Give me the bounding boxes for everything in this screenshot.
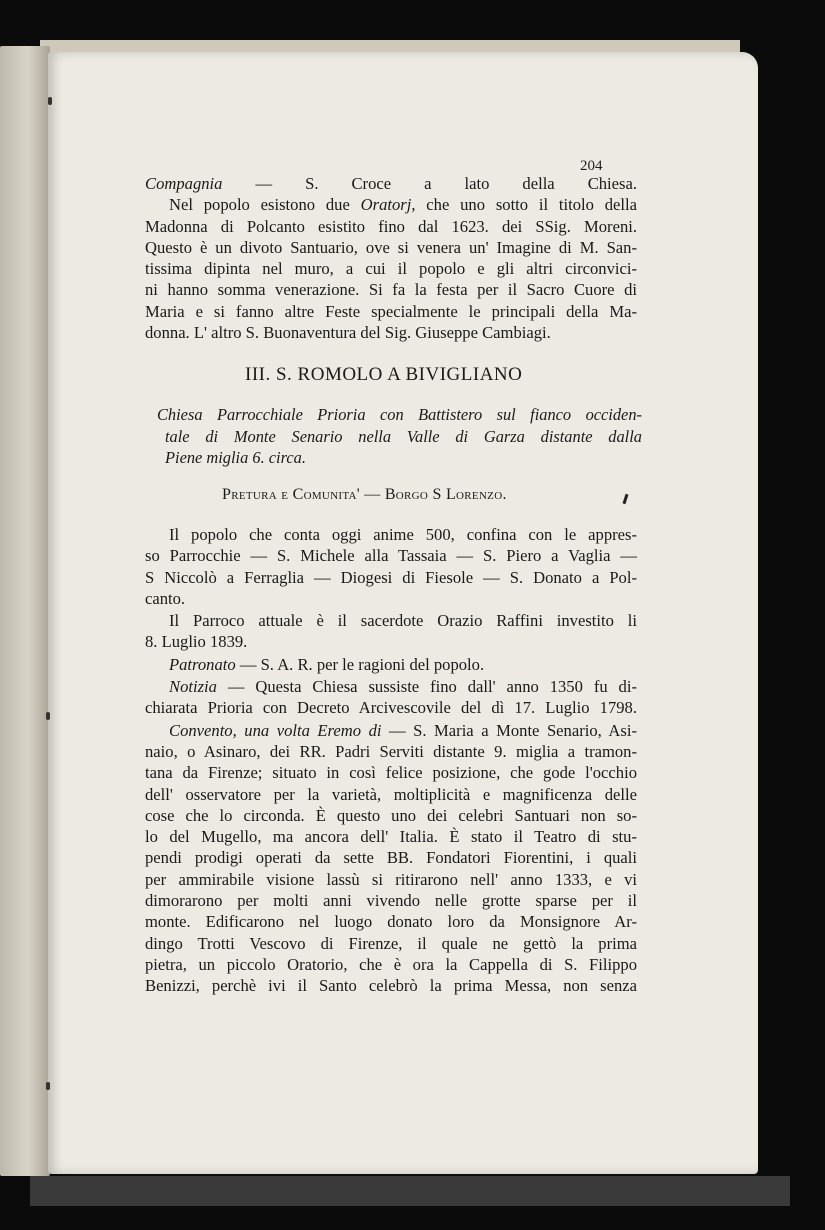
jurisdiction-line: Pretura e Comunita' — Borgo S Lorenzo. (222, 486, 507, 503)
binding-mark (46, 1082, 50, 1090)
text-line (145, 173, 637, 194)
text-line (145, 805, 637, 826)
line-text: — S. Croce a lato della Chiesa. (222, 174, 637, 193)
line-text: monte. Edificarono nel luogo donato loro da Monsignore Ar- (145, 912, 637, 932)
text-line (145, 676, 637, 697)
line-text: per ammirabile visione lassù si ritirarono nell' anno 1333, e vi (145, 869, 637, 889)
line-text: lo del Mugello, ma ancora dell' Italia. È stato il Teatro di stu- (145, 827, 637, 847)
text-line (145, 847, 637, 868)
line-text: 8. Luglio 1839. (145, 632, 248, 652)
subtitle-line: tale di Monte Senario nella Valle di Garza distante dalla (165, 426, 642, 446)
text-line (145, 524, 637, 545)
line-text: naio, o Asinaro, dei RR. Padri Serviti distante 9. miglia a tramon- (145, 741, 637, 761)
line-text: dell' osservatore per la varietà, moltiplicità e magnificenza delle (145, 784, 637, 804)
text-line: Questo è un divoto Santuario, ove si venera un' Imagine di M. San- (145, 237, 637, 257)
run-in-label: Compagnia (145, 174, 223, 193)
line-text: Il popolo che conta oggi anime 500, confina con le appres- (169, 525, 637, 544)
line-text: chiarata Prioria con Decreto Arcivescovile del dì 17. Luglio 1798. (145, 698, 637, 718)
run-in-label: Oratorj (360, 195, 412, 215)
binding-mark (48, 97, 52, 105)
line-text: S Niccolò a Ferraglia — Diogesi di Fiesole — S. Donato a Pol- (145, 567, 637, 587)
text-line (145, 911, 637, 932)
text-line (145, 762, 637, 783)
text-line (145, 567, 637, 588)
text-line (145, 194, 637, 215)
text-line (145, 588, 637, 609)
text-line (145, 631, 637, 652)
book-left-edge (0, 46, 50, 1176)
line-text: canto. (145, 588, 186, 608)
line-text: dimorarono per molti anni vivendo nelle grotte sparse per il (145, 891, 637, 911)
text-line (145, 720, 637, 741)
subtitle-line: Chiesa Parrocchiale Prioria con Battistero sul fianco occiden- (157, 405, 642, 424)
text-line: donna. L' altro S. Buonaventura del Sig. Giuseppe Cambiagi. (145, 323, 551, 343)
line-text: — S. A. R. per le ragioni del popolo. (235, 654, 485, 674)
text-line (145, 975, 637, 996)
line-text: Benizzi, perchè ivi il Santo celebrò la prima Messa, non senza (145, 976, 637, 996)
subtitle-line: Piene miglia 6. circa. (165, 448, 306, 467)
line-text: tana da Firenze; situato in così felice posizione, che gode l'occhio (145, 763, 637, 783)
text-line (145, 697, 637, 718)
text-line (145, 545, 637, 566)
run-in-label: Patronato (169, 654, 236, 674)
line-text: pietra, un piccolo Oratorio, che è ora la Cappella di S. Filippo (145, 954, 637, 974)
binding-mark (46, 712, 50, 720)
body-text-block (145, 524, 637, 997)
page-number: 204 (580, 158, 603, 174)
line-text: pendi prodigi operati da sette BB. Fondatori Fiorentini, i quali (145, 848, 637, 868)
section-heading: III. S. ROMOLO A BIVIGLIANO (245, 364, 523, 385)
run-in-label: Notizia (169, 677, 217, 697)
text-line (145, 741, 637, 762)
text-line (145, 933, 637, 954)
line-text: cose che lo circonda. È questo uno dei celebri Santuari non so- (145, 805, 637, 825)
text-line (145, 869, 637, 890)
text-line: tissima dipinta nel muro, a cui il popolo e gli altri circonvici- (145, 259, 637, 279)
line-text: Il Parroco attuale è il sacerdote Orazio Raffini investito li (169, 611, 637, 631)
book-bottom-edge (30, 1176, 790, 1206)
text-line (145, 654, 637, 675)
line-text: dingo Trotti Vescovo di Firenze, il quale ne gettò la prima (145, 933, 637, 953)
run-in-label: Convento, una volta Eremo di (169, 720, 382, 740)
text-line (145, 610, 637, 631)
text-line (145, 890, 637, 911)
text-line: ni hanno somma venerazione. Si fa la festa per il Sacro Cuore di (145, 280, 637, 300)
text-line (145, 826, 637, 847)
text-line (145, 954, 637, 975)
line-text: — S. Maria a Monte Senario, Asi- (381, 720, 637, 740)
top-text-block (145, 173, 637, 343)
line-text: — Questa Chiesa sussiste fino dall' anno 1350 fu di- (216, 677, 637, 697)
line-text: , che uno sotto il titolo della (411, 195, 638, 215)
line-text: Nel popolo esistono due (169, 195, 361, 215)
text-line: Maria e si fanno altre Feste specialmente le principali della Ma- (145, 301, 637, 321)
line-text: so Parrocchie — S. Michele alla Tassaia — S. Piero a Vaglia — (145, 546, 637, 566)
section-subtitle (157, 404, 642, 469)
text-line (145, 784, 637, 805)
text-line: Madonna di Polcanto esistito fino dal 1623. dei SSig. Moreni. (145, 216, 637, 236)
